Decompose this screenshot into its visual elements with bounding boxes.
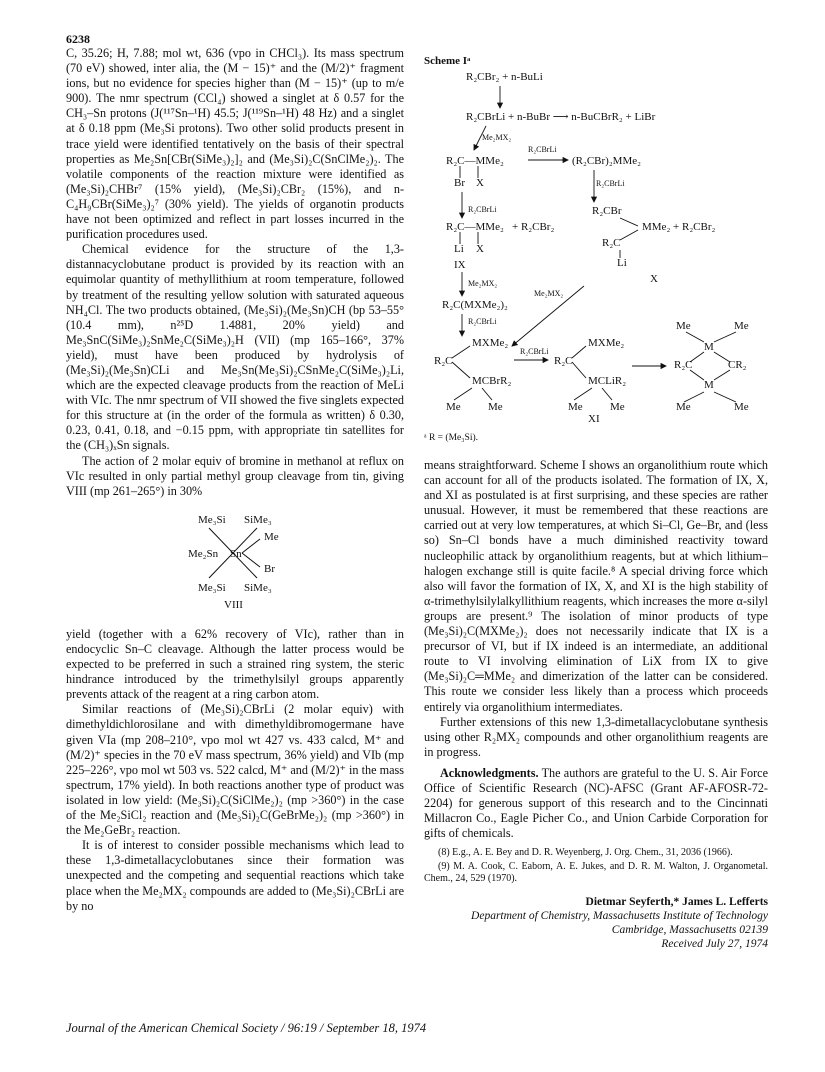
left-column xyxy=(66,46,404,914)
scheme-text: + R₂CBr₂ xyxy=(512,221,555,233)
scheme-text: (R₂CBr)₂MMe₂ xyxy=(572,155,641,167)
scheme-footnote: ᵃ R = (Me₃Si). xyxy=(424,433,479,443)
scheme-text: M xyxy=(704,341,714,353)
scheme-text: Me xyxy=(568,401,583,413)
scheme-text: R₂C xyxy=(434,355,453,367)
scheme-text: Me xyxy=(676,401,691,413)
struct-label: SiMe₃ xyxy=(244,513,272,526)
scheme-text: MCBrR₂ xyxy=(472,375,512,387)
scheme-text: R₂CBrLi + n-BuBr ⟶ n-BuCBrR₂ + LiBr xyxy=(466,111,656,123)
scheme-text: R₂CBr₂ + n-BuLi xyxy=(466,71,543,83)
scheme-text: X xyxy=(476,177,484,189)
scheme-text: M xyxy=(704,379,714,391)
scheme-text: R₂C xyxy=(554,355,573,367)
paragraph: The action of 2 molar equiv of bromine in methanol at reflux on VIc resulted in only partial methyl group cleavage from tin, giving VIII (mp 261–265°) in 30% xyxy=(66,453,404,498)
scheme-text: MCLiR₂ xyxy=(588,375,627,387)
scheme-text: R₂C(MXMe₂)₂ xyxy=(442,299,508,311)
scheme-text: XI xyxy=(588,413,600,425)
struct-label: SiMe₃ xyxy=(244,581,272,594)
struct-label: Sn xyxy=(230,547,242,560)
affiliation: Cambridge, Massachusetts 02139 xyxy=(611,924,768,937)
scheme-text: Me₂MX₂ xyxy=(482,133,512,142)
scheme-text: IX xyxy=(454,259,466,271)
scheme-text: Br xyxy=(454,177,465,189)
scheme-text: Li xyxy=(454,243,464,255)
scheme-text: R₂C—MMe₂ xyxy=(446,221,504,233)
scheme-i-drawing xyxy=(424,46,774,454)
paragraph: means straightforward. Scheme I shows an organolithium route which can account for all of the products isolated. The formation of IX, X, and XI as postulated is at first surprising, and these species are rather unusual. However, it must be remembered that these reactions are carried out at very low temperatures, at which Si–Cl, Ge–Br, and (less so) Sn–Cl bonds have a much diminished reactivity toward nucleophilic attack by organolithium reagents, but at which lithium–halogen exchange still is quite facile.⁸ A special driving force which also will favor the formation of IX, X, and XI is the high stability of α-trimethylsilylalkyllithium reagents, which increases the more α-silyl groups are present.⁹ The isolation of minor products of type (Me₃Si)₂C(MXMe₂)₂ does not necessarily indicate that IX is a precursor of VI, but if IX indeed is an intermediate, an additional route to VI involving elimination of LiX from IX to give (Me₃Si)₂C═MMe₂ and dimerization of the latter can be considered. This route we consider less likely than a process which proceeds entirely via organolithium intermediates. xyxy=(424,458,768,714)
references xyxy=(424,847,768,885)
scheme-text: MXMe₂ xyxy=(472,337,509,349)
scheme-text: R₂CBrLi xyxy=(520,347,549,356)
journal-footer: Journal of the American Chemical Society / 96:19 / September 18, 1974 xyxy=(66,1021,427,1035)
paragraph: It is of interest to consider possible mechanisms which lead to these 1,3-dimetallacyclobutanes since their formation was unexpected and the competing and sequential reactions which take place when the Me₂MX₂ compounds are added to (Me₃Si)₂CBrLi are by no xyxy=(66,838,404,913)
right-column xyxy=(424,458,768,951)
scheme-text: Me xyxy=(488,401,503,413)
scheme-text: Li xyxy=(617,257,627,269)
page-number: 6238 xyxy=(66,32,90,46)
scheme-text: R₂C xyxy=(674,359,693,371)
affiliation: Department of Chemistry, Massachusetts Institute of Technology xyxy=(471,910,768,923)
reference-item: (8) E.g., A. E. Bey and D. R. Weyenberg, J. Org. Chem., 31, 2036 (1966). xyxy=(438,847,733,859)
scheme-text: R₂CBrLi xyxy=(596,179,625,188)
scheme-text: MMe₂ + R₂CBr₂ xyxy=(642,221,716,233)
scheme-i xyxy=(424,46,774,454)
scheme-text: X xyxy=(650,273,658,285)
scheme-text: X xyxy=(476,243,484,255)
paragraph: Further extensions of this new 1,3-dimetallacyclobutane synthesis using other R₂MX₂ compounds and other organolithium reagents are in progress. xyxy=(424,714,768,759)
reference-item: (9) M. A. Cook, C. Eaborn, A. E. Jukes, and D. R. M. Walton, J. Organometal. Chem., 24, 529 (1970). xyxy=(424,860,768,884)
paragraph: Similar reactions of (Me₃Si)₂CBrLi (2 molar equiv) with dimethyldichlorosilane and with dimethyldibromogermane have given VIa (mp 208–210°, vpo mol wt 427 vs. 433 calcd, M⁺ and (M/2)⁺ species in the 70 eV mass spectrum, 36% yield) and VIb (mp 225–226°, vpo mol wt 503 vs. 522 calcd, M⁺ and (M/2)⁺ in the mass spectrum, 17% yield). In both reactions another type of product was isolated in low yield: (Me₃Si)₂C(SiClMe₂)₂ (mp >360°) in the case of the Me₂SiCl₂ reaction and (Me₃Si)₂C(GeBrMe₂)₂ (mp >360°) in the Me₂GeBr₂ reaction. xyxy=(66,702,404,838)
signature-block xyxy=(424,895,768,951)
received-date: Received July 27, 1974 xyxy=(661,938,768,951)
struct-label: Me₃Si xyxy=(198,581,226,594)
scheme-text: R₂CBrLi xyxy=(468,205,497,214)
struct-label: Br xyxy=(264,562,275,575)
structure-viii-drawing xyxy=(66,509,404,615)
scheme-text: R₂C xyxy=(602,237,621,249)
scheme-text: Me xyxy=(610,401,625,413)
acknowledgments-text: The authors are grateful to the U. S. Air Force Office of Scientific Research (NC)-AFSC (Grant AF-AFOSR-72-2204) for generous support of this research and to the Cincinnati Millacron Co., Eagle Picher Co., and Union Carbide Corporation for gifts of chemicals. xyxy=(424,765,768,841)
struct-label: Me₂Sn xyxy=(188,547,219,560)
paragraph: C, 35.26; H, 7.88; mol wt, 636 (vpo in CHCl₃). Its mass spectrum (70 eV) showed, inter alia, the (M − 15)⁺ and the (M/2)⁺ fragment ions, but no evidence for species higher than (M − 15)⁺ (up to m/e 900). The nmr spectrum (CCl₄) showed a singlet at δ 0.57 for the CH₃–Sn protons (J(¹¹⁷Sn–¹H) 45.5; J(¹¹⁹Sn–¹H) 48 Hz) and a singlet at δ 0.18 ppm (Me₃Si protons). Two other solid products present in trace yield were identified tentatively on the basis of their spectral properties as Me₂Sn[CBr(SiMe₃)₂]₂ and (Me₃Si)₂C(SnClMe₂)₂. The volatile components of the reaction mixture were identified as (Me₃Si)₂CHBr⁷ (15% yield), (Me₃Si)₂CBr₂ (15%), and n-C₄H₉CBr(SiMe₃)₂⁷ (30% yield). The yields of organotin products have not been optimized and reflect in part losses incurred in the purification procedures used. xyxy=(66,46,404,242)
scheme-text: Me₂MX₂ xyxy=(468,279,498,288)
acknowledgments-heading: Acknowledgments. xyxy=(440,765,539,780)
scheme-text: R₂CBrLi xyxy=(528,145,557,154)
structure-viii-figure xyxy=(66,509,404,619)
scheme-text: CR₂ xyxy=(728,359,747,371)
author-names: Dietmar Seyferth,* James L. Lefferts xyxy=(585,896,768,909)
scheme-text: R₂CBr xyxy=(592,205,622,217)
scheme-text: Me xyxy=(676,320,691,332)
paragraph: Chemical evidence for the structure of the 1,3-distannacyclobutane product is provided by its reaction with an equimolar quantity of methyllithium at room temperature, followed by treatment of the resulting yellow solution with saturated aqueous NH₄Cl. The two products obtained, (Me₃Si)₂(Me₃Sn)CH (bp 53–55° (10.4 mm), n²⁵D 1.4881, 20% yield) and Me₃SnC(SiMe₃)₂SnMe₂C(SiMe₃)₂H (VII) (mp 165–166°, 37% yield), must have been produced by hydrolysis of (Me₃Si)₂(Me₃Sn)CLi and Me₃Sn(Me₃Si)₂CSnMe₂C(SiMe₃)₂Li, which are the expected cleavage products from the reaction of MeLi with VIc. The nmr spectrum of VII showed the five singlets expected for this structure at (in the order of the formula as written) δ 0.30, 0.23, 0.41, 0.18, and −0.15 ppm, with appropriate tin satellites for the (CH₃)ₓSn signals. xyxy=(66,242,404,453)
paragraph: yield (together with a 62% recovery of VIc), rather than in endocyclic Sn–C cleavage. Although the latter process would be expected to be preferred in such a strained ring system, the steric hindrance introduced by the trimethylsilyl groups apparently prevents attack of the reagent at a ring carbon atom. xyxy=(66,626,404,702)
scheme-text: R₂C—MMe₂ xyxy=(446,155,504,167)
scheme-text: MXMe₂ xyxy=(588,337,625,349)
scheme-title: Scheme Iᵃ xyxy=(424,55,471,67)
scheme-text: Me xyxy=(446,401,461,413)
scheme-text: Me xyxy=(734,320,749,332)
scheme-text: Me xyxy=(734,401,749,413)
struct-label: Me₃Si xyxy=(198,513,226,526)
struct-label: VIII xyxy=(224,598,243,611)
scheme-text: R₂CBrLi xyxy=(468,317,497,326)
acknowledgments xyxy=(424,766,768,841)
struct-label: Me xyxy=(264,530,279,543)
scheme-text: Me₂MX₂ xyxy=(534,289,564,298)
